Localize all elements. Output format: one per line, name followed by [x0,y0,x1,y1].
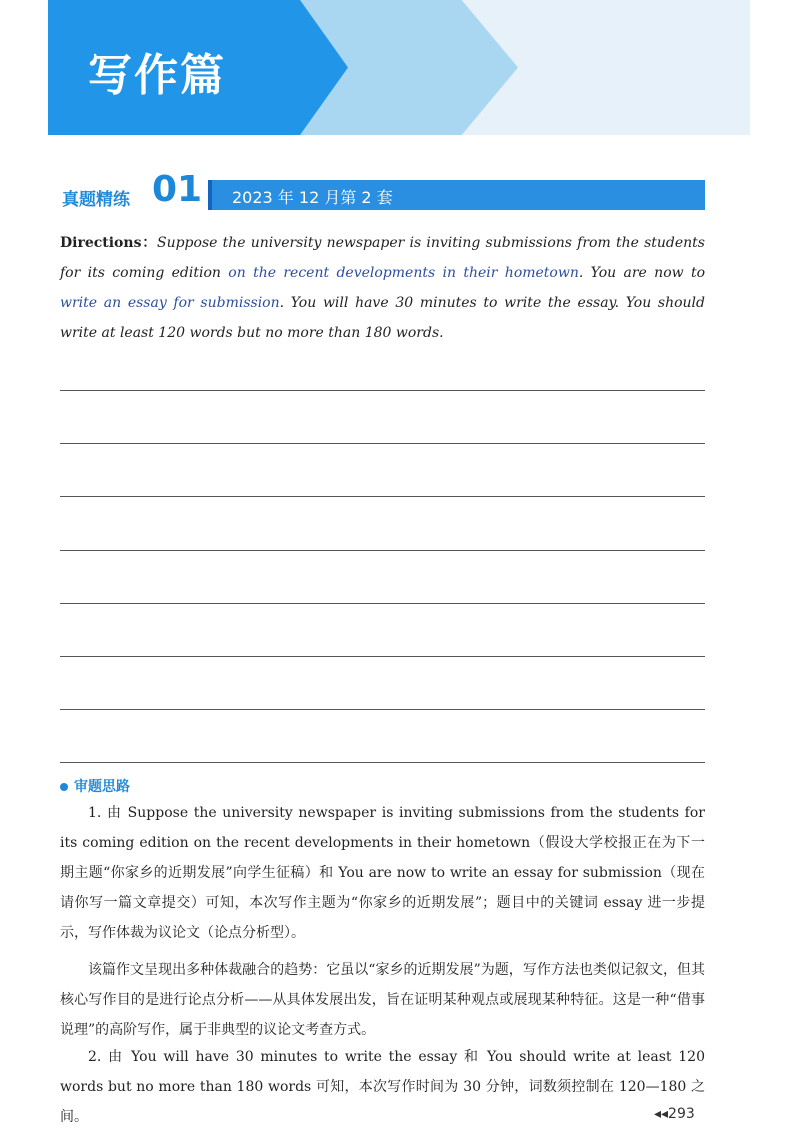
analysis-paragraph-1: 1. 由 Suppose the university newspaper is inviting submissions from the students for its coming edition on the recent developments in their hometown（假设大学校报正在为下一期主题“你家乡的近期发展”向学生征稿）和 You are now to write an essay for submission（现在请你写一篇文章提交）可知，本次写作主题为“你家乡的近期发展”；题目中的关键词 essay 进一步提示，写作体裁为议论文（论点分析型）。 [60,805,705,941]
directions-part2: . You are now to [578,265,706,281]
writing-line[interactable] [60,762,705,763]
directions-text [60,228,705,348]
analysis-heading-label: 审题思路 [74,779,130,795]
analysis-paragraph-2: 该篇作文呈现出多种体裁融合的趋势：它虽以“家乡的近期发展”为题，写作方法也类似记叙文，但其核心写作目的是进行论点分析——从具体发展出发，旨在证明某种观点或展现某种特征。这是一种“借事说理”的高阶写作，属于非典型的议论文考查方式。 [60,962,705,1038]
section-exam-label: 2023 年 12 月第 2 套 [232,188,393,207]
section-number: 01 [152,169,203,210]
directions-label: Directions： [60,235,157,251]
page-title: 写作篇 [88,50,226,101]
writing-line[interactable] [60,603,705,604]
directions-highlight-task: write an essay for submission [60,295,280,311]
writing-line[interactable] [60,656,705,657]
directions-part3: . You will have 30 minutes to write the essay. You should write at least 120 words but no more than 180 words. [60,295,705,341]
analysis-paragraph-3: 2. 由 You will have 30 minutes to write the essay 和 You should write at least 120 words but no more than 180 words 可知，本次写作时间为 30 分钟，词数须控制在 120—180 之间。 [60,1049,705,1125]
analysis-heading [60,776,130,796]
header-banner [0,0,800,135]
directions-part1: Suppose the university newspaper is inviting submissions from the students for its coming edition [60,235,705,281]
section-label: 真题精练 [62,190,130,210]
directions-highlight-topic: on the recent developments in their hometown [228,265,579,281]
writing-line[interactable] [60,709,705,710]
section-exam-bar [208,180,705,210]
bullet-icon [60,783,68,791]
writing-line[interactable] [60,550,705,551]
page-number: ◂◂293 [654,1106,695,1122]
writing-line[interactable] [60,390,705,391]
writing-line[interactable] [60,443,705,444]
writing-line[interactable] [60,496,705,497]
